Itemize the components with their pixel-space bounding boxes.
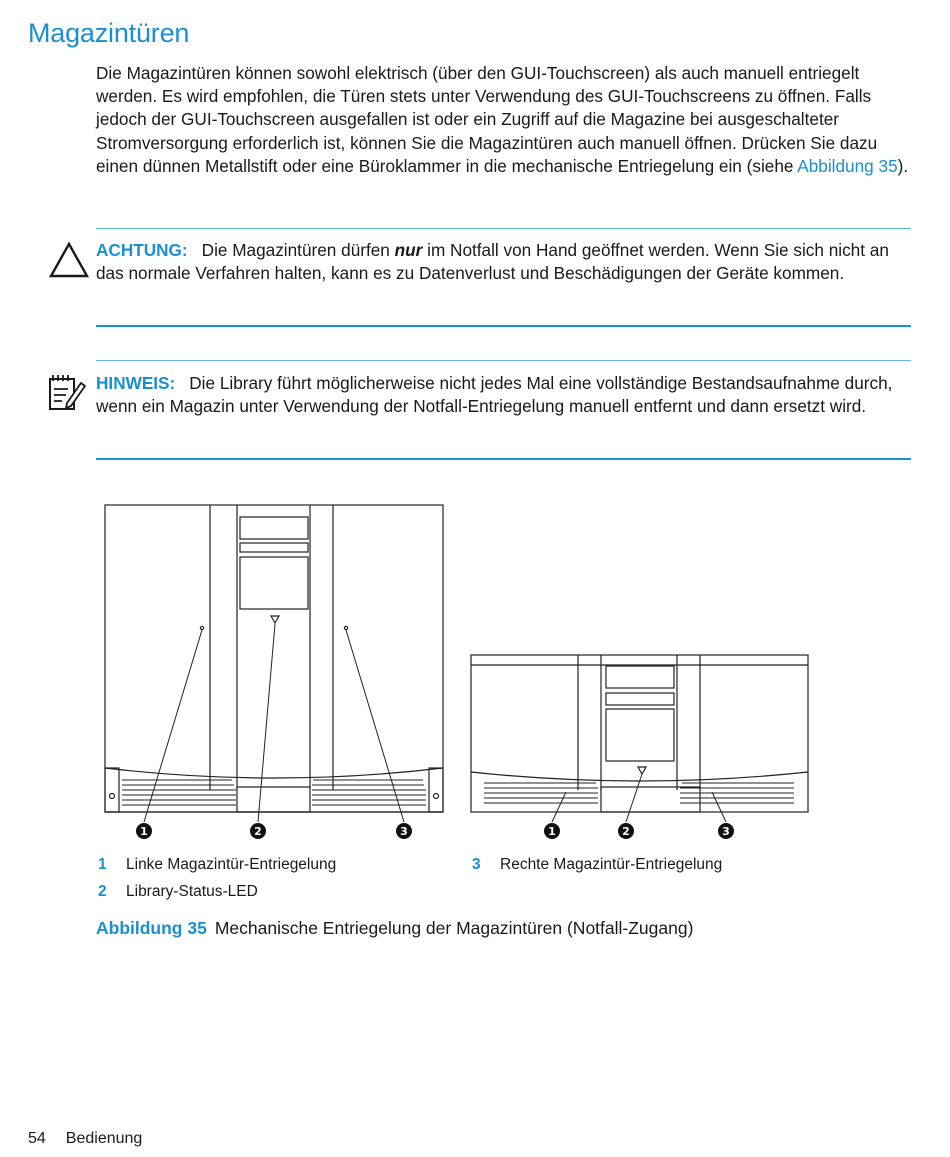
caution-bottom-rule <box>96 325 911 327</box>
caution-text <box>96 239 911 285</box>
intro-text: Die Magazintüren können sowohl elektrisch (über den GUI-Touchscreen) als auch manuell entriegelt werden. Es wird empfohlen, die Türen stets unter Verwendung des GUI-Touchscreens zu öffnen. Falls jedoch der GUI-Touchscreen ausgefallen ist oder ein Zugriff auf die Magazine bei ausgeschalteter Stromversorgung erforderlich ist, können Sie die Magazintüren auch manuell öffnen. Drücken Sie dazu einen dünnen Metallstift oder eine Büroklammer in die mechanische Entriegelung ein (siehe <box>96 63 878 176</box>
svg-text:1: 1 <box>140 825 148 838</box>
legend-number: 2 <box>98 883 107 900</box>
caption-text: Mechanische Entriegelung der Magazintüren (Notfall-Zugang) <box>214 918 694 938</box>
legend-number: 1 <box>98 856 107 873</box>
page-footer <box>28 1130 142 1148</box>
small-library-unit <box>471 655 808 812</box>
figure-caption <box>96 918 693 939</box>
callout-marker-2-small <box>618 823 634 839</box>
callout-marker-1-large <box>136 823 152 839</box>
intro-tail: ). <box>897 155 909 176</box>
intro-paragraph <box>96 62 916 178</box>
legend-label: Linke Magazintür-Entriegelung <box>126 856 337 873</box>
caution-top-rule <box>96 228 911 229</box>
chapter-name: Bedienung <box>65 1130 143 1147</box>
large-library-unit <box>105 505 443 812</box>
caution-emphasis: nur <box>394 240 423 260</box>
caution-label: ACHTUNG: <box>96 240 188 260</box>
caution-triangle-icon <box>48 241 90 279</box>
caution-text-before: Die Magazintüren dürfen <box>201 240 395 260</box>
callout-marker-1-small <box>544 823 560 839</box>
legend-item <box>472 856 722 874</box>
note-pencil-icon <box>47 373 87 413</box>
caption-label: Abbildung 35 <box>96 918 207 938</box>
callout-marker-2-large <box>250 823 266 839</box>
legend-item <box>98 856 336 874</box>
note-bottom-rule <box>96 458 911 460</box>
caution-text-after: im Notfall von Hand geöffnet werden. Wenn Sie sich nicht an das normale Verfahren halten, kann es zu Datenverlust und Beschädigungen der Geräte kommen. <box>96 240 889 284</box>
legend-item <box>98 883 258 901</box>
svg-text:3: 3 <box>400 825 408 838</box>
note-label: HINWEIS: <box>96 373 176 393</box>
note-body: Die Library führt möglicherweise nicht jedes Mal eine vollständige Bestandsaufnahme durch, wenn ein Magazin unter Verwendung der Notfall-Entriegelung manuell entfernt und dann ersetzt wird. <box>96 373 893 417</box>
figure-library-illustration <box>100 500 820 845</box>
note-text <box>96 372 911 418</box>
figure-reference-link[interactable]: Abbildung 35 <box>797 155 898 176</box>
svg-text:1: 1 <box>548 825 556 838</box>
legend-label: Rechte Magazintür-Entriegelung <box>500 856 723 873</box>
legend-label: Library-Status-LED <box>126 883 258 900</box>
page-number: 54 <box>28 1130 46 1147</box>
callout-marker-3-small <box>718 823 734 839</box>
section-title: Magazintüren <box>28 18 190 48</box>
svg-text:2: 2 <box>622 825 630 838</box>
note-top-rule <box>96 360 911 361</box>
legend-number: 3 <box>472 856 481 873</box>
callout-marker-3-large <box>396 823 412 839</box>
svg-text:2: 2 <box>254 825 262 838</box>
svg-text:3: 3 <box>722 825 730 838</box>
